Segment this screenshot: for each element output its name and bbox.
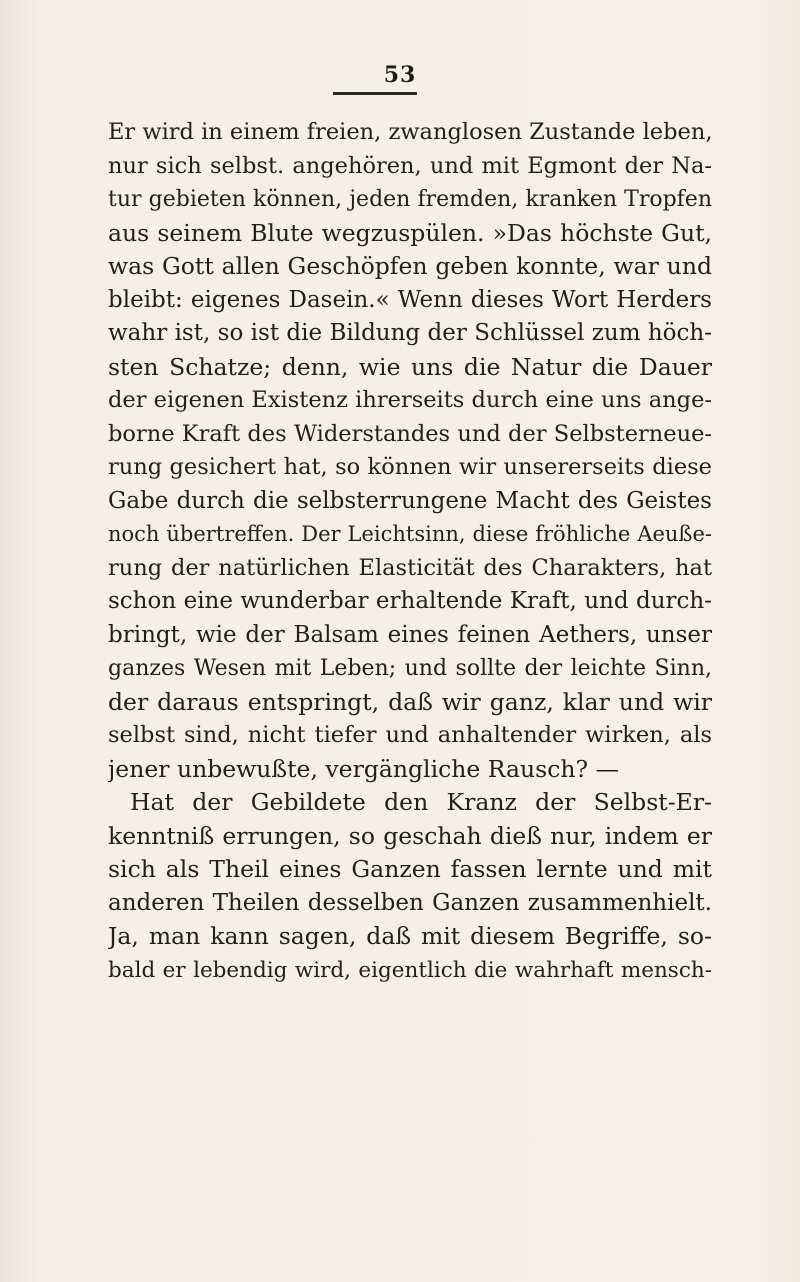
text-line: selbst sind, nicht tiefer und anhaltender wirken, als (108, 722, 712, 748)
text-line: aus seinem Blute wegzuspülen. »Das höchste Gut, (108, 218, 712, 247)
text-line: Ja, man kann sagen, daß mit diesem Begriffe, so- (108, 922, 712, 950)
text-line: schon eine wunderbar erhaltende Kraft, und durch- (108, 588, 712, 614)
text-line: rung der natürlichen Elasticität des Charakters, hat (108, 554, 712, 581)
header-rule (333, 92, 417, 95)
body-text (108, 116, 712, 987)
text-line: tur gebieten können, jeden fremden, kranken Tropfen (108, 187, 712, 212)
text-line: bringt, wie der Balsam eines feinen Aethers, unser (108, 621, 712, 648)
text-line: jener unbewußte, vergängliche Rausch? — (108, 754, 620, 783)
text-line: ganzes Wesen mit Leben; und sollte der leichte Sinn, (108, 656, 712, 681)
text-line: bleibt: eigenes Dasein.« Wenn dieses Wort Herders (108, 286, 712, 313)
text-line: was Gott allen Geschöpfen geben konnte, war und (108, 252, 712, 280)
text-line: Gabe durch die selbsterrungene Macht des Geistes (108, 487, 712, 514)
text-line: Hat der Gebildete den Kranz der Selbst-Er- (130, 788, 712, 816)
text-line: borne Kraft des Widerstandes und der Selbsterneue- (108, 420, 712, 447)
text-line: anderen Theilen desselben Ganzen zusammenhielt. (108, 889, 712, 916)
text-line: nur sich selbst. angehören, und mit Egmont der Na- (108, 152, 712, 179)
text-line: Er wird in einem freien, zwanglosen Zustande leben, (108, 119, 712, 145)
page-number: 53 (383, 62, 417, 88)
text-line: sich als Theil eines Ganzen fassen lernte und mit (108, 855, 712, 883)
text-line: der daraus entspringt, daß wir ganz, klar und wir (108, 687, 712, 716)
text-line: rung gesichert hat, so können wir unsererseits diese (108, 454, 712, 480)
text-line: wahr ist, so ist die Bildung der Schlüssel zum höch- (108, 320, 712, 346)
text-line: sten Schatze; denn, wie uns die Natur die Dauer (108, 352, 712, 381)
text-line: bald er lebendig wird, eigentlich die wahrhaft mensch- (108, 957, 712, 983)
text-line: der eigenen Existenz ihrerseits durch eine uns ange- (108, 387, 712, 413)
text-line: noch übertreffen. Der Leichtsinn, diese fröhliche Aeuße- (108, 522, 712, 546)
text-line: kenntniß errungen, so geschah dieß nur, indem er (108, 821, 712, 850)
